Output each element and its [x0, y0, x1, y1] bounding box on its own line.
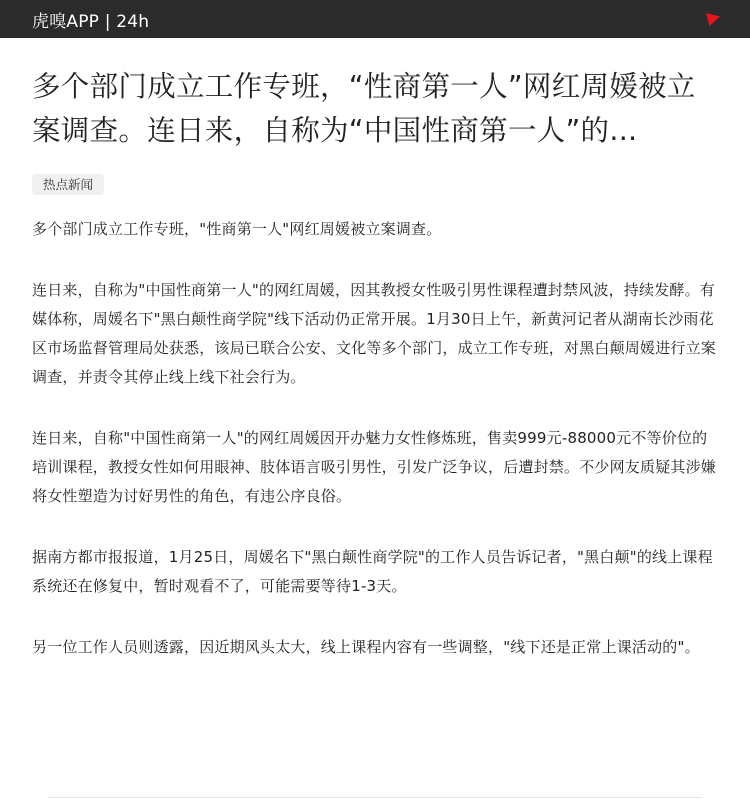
article-paragraph: 多个部门成立工作专班，"性商第一人"网红周媛被立案调查。 — [32, 220, 442, 238]
article-paragraph: 据南方都市报报道，1月25日，周媛名下"黑白颠性商学院"的工作人员告诉记者，"黑白颠"的线上课程系统还在修复中，暂时观看不了，可能需要等待1-3天。 — [32, 548, 713, 595]
article-headline: 多个部门成立工作专班，“性商第一人”网红周媛被立案调查。连日来，自称为“中国性商第一人”的... — [32, 70, 696, 147]
article-paragraph: 连日来，自称"中国性商第一人"的网红周媛因开办魅力女性修炼班，售卖999元-88000元不等价位的培训课程，教授女性如何用眼神、肢体语言吸引男性，引发广泛争议，后遭封禁。不少网友质疑其涉嫌将女性塑造为讨好男性的角色，有违公序良俗。 — [32, 429, 717, 505]
play-triangle-icon-shape — [705, 11, 721, 27]
category-tag[interactable]: 热点新闻 — [32, 174, 104, 195]
app-title: 虎嗅APP | 24h — [32, 11, 150, 32]
bottom-divider — [48, 797, 702, 798]
play-triangle-icon[interactable] — [704, 10, 722, 28]
article-paragraph: 另一位工作人员则透露，因近期风头太大，线上课程内容有一些调整，"线下还是正常上课活动的"。 — [32, 638, 700, 656]
article — [0, 65, 750, 662]
article-paragraph: 连日来，自称为"中国性商第一人"的网红周媛，因其教授女性吸引男性课程遭封禁风波，持续发酵。有媒体称，周媛名下"黑白颠性商学院"线下活动仍正常开展。1月30日上午，新黄河记者从湖南长沙雨花区市场监督管理局处获悉，该局已联合公安、文化等多个部门，成立工作专班，对黑白颠周媛进行立案调查，并责令其停止线上线下社会行为。 — [32, 281, 717, 386]
article-body — [32, 215, 718, 662]
top-bar — [0, 0, 750, 38]
